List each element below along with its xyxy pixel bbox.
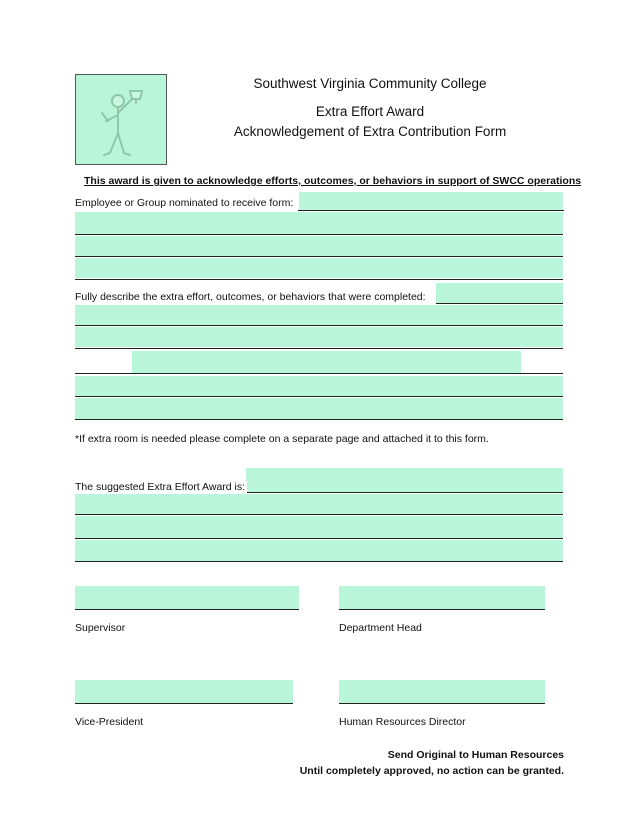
- college-name: Southwest Virginia Community College: [253, 76, 487, 91]
- nominee-field[interactable]: [299, 192, 563, 210]
- rule-line: [75, 609, 299, 610]
- rule-line: [339, 703, 545, 704]
- rule-line: [75, 561, 563, 562]
- rule-line: [339, 609, 545, 610]
- suggested-award-field[interactable]: [246, 468, 563, 492]
- rule-line: [75, 538, 563, 539]
- rule-line: [75, 514, 563, 515]
- rule-line: [75, 703, 293, 704]
- suggested-award-line-2[interactable]: [75, 516, 563, 538]
- rule-line: [75, 279, 563, 280]
- intro-statement: This award is given to acknowledge efforts, outcomes, or behaviors in support of SWCC operations: [84, 175, 582, 187]
- department-head-signature-field[interactable]: [339, 586, 545, 609]
- suggested-award-line-1[interactable]: [75, 494, 563, 514]
- vice-president-signature-field[interactable]: [75, 680, 293, 703]
- description-line-2[interactable]: [75, 327, 563, 347]
- supervisor-signature-field[interactable]: [75, 586, 299, 609]
- description-line-5[interactable]: [75, 398, 563, 419]
- nominee-label: Employee or Group nominated to receive form:: [75, 197, 294, 209]
- rule-line: [75, 396, 563, 397]
- hr-director-signature-field[interactable]: [339, 680, 545, 703]
- description-line-3[interactable]: [132, 351, 521, 373]
- extra-room-note: *If extra room is needed please complete on a separate page and attached it to this form.: [75, 433, 489, 445]
- nominee-line-3[interactable]: [75, 258, 563, 278]
- rule-line: [75, 373, 563, 374]
- rule-line: [75, 256, 563, 257]
- nominee-line-1[interactable]: [75, 212, 563, 234]
- award-name: Extra Effort Award: [315, 104, 425, 119]
- nominee-line-2[interactable]: [75, 236, 563, 256]
- rule-line: [75, 325, 563, 326]
- department-head-label: Department Head: [339, 622, 422, 634]
- description-field[interactable]: [436, 283, 563, 303]
- supervisor-label: Supervisor: [75, 622, 126, 634]
- description-line-4[interactable]: [75, 376, 563, 396]
- rule-line: [75, 234, 563, 235]
- hr-director-label: Human Resources Director: [339, 716, 466, 728]
- footer-approval-note: Until completely approved, no action can be granted.: [299, 765, 564, 777]
- suggested-award-line-3[interactable]: [75, 540, 563, 561]
- rule-line: [75, 348, 563, 349]
- description-label: Fully describe the extra effort, outcomes, or behaviors that were completed:: [75, 291, 426, 303]
- vice-president-label: Vice-President: [75, 716, 144, 728]
- rule-line: [246, 492, 563, 493]
- rule-line: [75, 419, 563, 420]
- description-line-1[interactable]: [75, 305, 563, 325]
- form-title: Acknowledgement of Extra Contribution Form: [233, 124, 507, 139]
- rule-line: [436, 303, 563, 304]
- footer-send-original: Send Original to Human Resources: [387, 749, 564, 761]
- suggested-award-label: The suggested Extra Effort Award is:: [75, 481, 246, 493]
- nominee-rule: [298, 210, 564, 211]
